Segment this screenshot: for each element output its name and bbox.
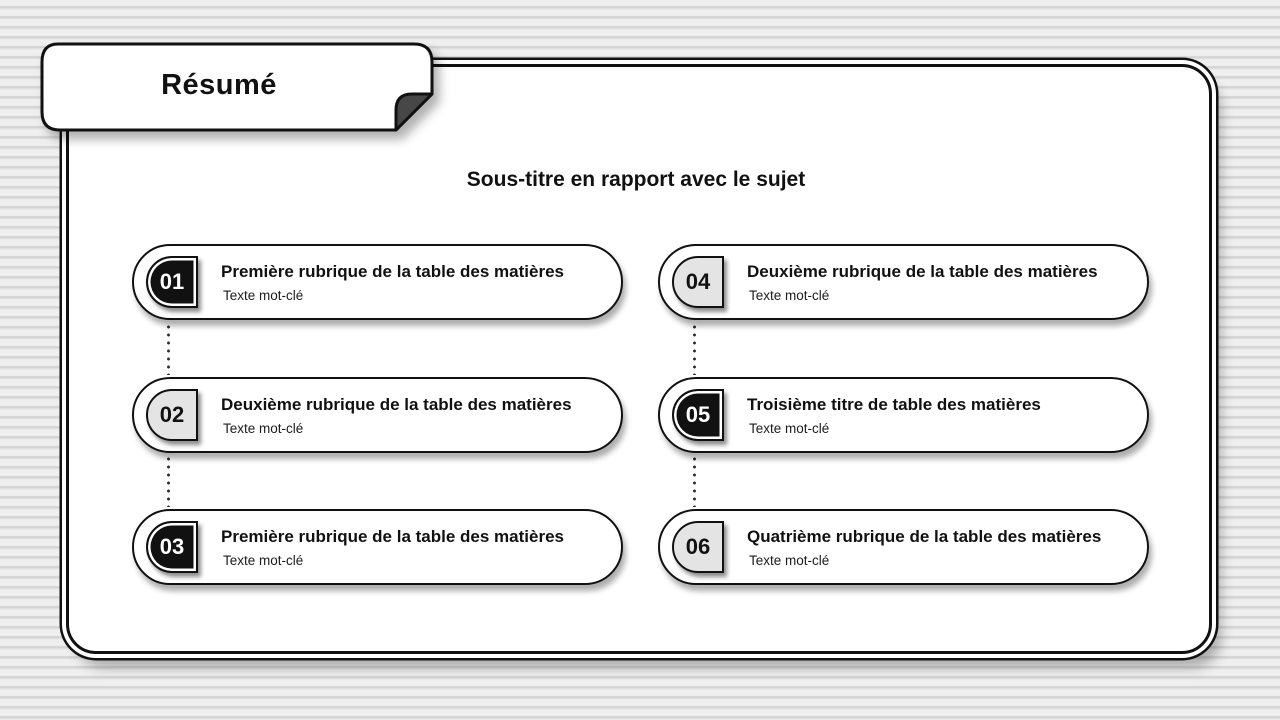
toc-item-title: Première rubrique de la table des matières bbox=[221, 261, 564, 281]
toc-item-text bbox=[221, 394, 572, 436]
toc-item-title: Troisième titre de table des matières bbox=[747, 394, 1041, 414]
dotted-connector bbox=[166, 323, 171, 375]
slide-title: Résumé bbox=[161, 68, 277, 101]
dotted-connector bbox=[166, 455, 171, 507]
toc-item-text bbox=[747, 394, 1041, 436]
toc-item-06 bbox=[658, 509, 1149, 585]
title-tab bbox=[40, 42, 434, 132]
toc-item-title: Première rubrique de la table des matières bbox=[221, 526, 564, 546]
toc-number-badge: 05 bbox=[672, 389, 724, 441]
folded-corner-icon bbox=[396, 94, 432, 130]
toc-number-badge: 03 bbox=[146, 521, 198, 573]
toc-item-05 bbox=[658, 377, 1149, 453]
toc-item-02 bbox=[132, 377, 623, 453]
toc-number-badge: 06 bbox=[672, 521, 724, 573]
toc-item-keyword: Texte mot-clé bbox=[223, 288, 304, 304]
toc-number-badge: 04 bbox=[672, 256, 724, 308]
slide-subtitle: Sous-titre en rapport avec le sujet bbox=[466, 168, 806, 191]
toc-item-keyword: Texte mot-clé bbox=[223, 421, 304, 437]
toc-item-01 bbox=[132, 244, 623, 320]
toc-item-keyword: Texte mot-clé bbox=[223, 553, 304, 569]
toc-item-keyword: Texte mot-clé bbox=[749, 421, 830, 437]
toc-item-title: Deuxième rubrique de la table des matières bbox=[747, 261, 1098, 281]
dotted-connector bbox=[692, 323, 697, 375]
toc-item-text bbox=[747, 526, 1101, 568]
toc-item-title: Deuxième rubrique de la table des matières bbox=[221, 394, 572, 414]
toc-item-text bbox=[747, 261, 1098, 303]
toc-number-badge: 02 bbox=[146, 389, 198, 441]
toc-item-title: Quatrième rubrique de la table des matières bbox=[747, 526, 1102, 546]
toc-item-text bbox=[221, 526, 564, 568]
toc-item-04 bbox=[658, 244, 1149, 320]
toc-number-badge: 01 bbox=[146, 256, 198, 308]
toc-item-keyword: Texte mot-clé bbox=[749, 553, 830, 569]
toc-item-03 bbox=[132, 509, 623, 585]
dotted-connector bbox=[692, 455, 697, 507]
toc-item-text bbox=[221, 261, 564, 303]
toc-item-keyword: Texte mot-clé bbox=[749, 288, 830, 304]
